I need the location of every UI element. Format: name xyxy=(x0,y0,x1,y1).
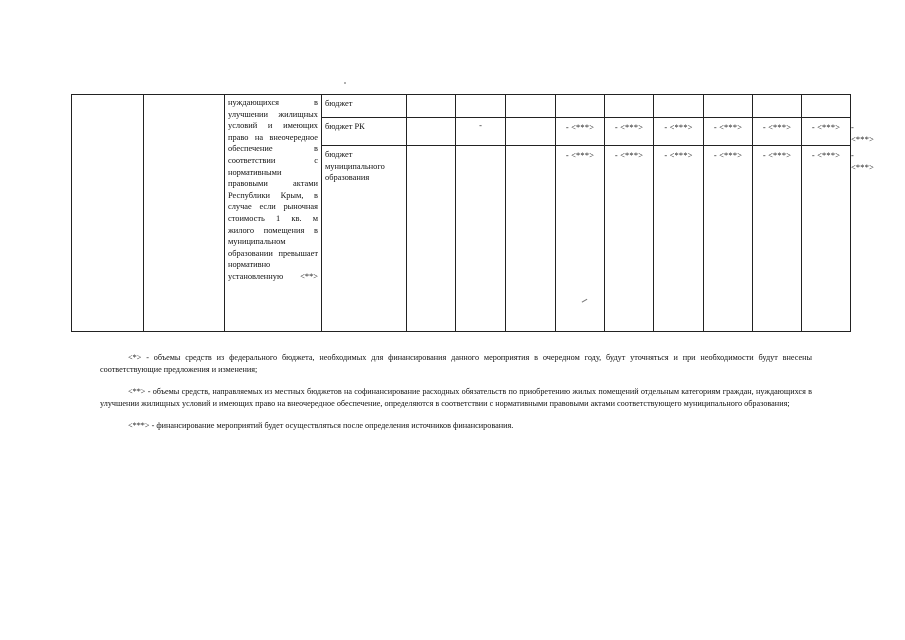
value-cell: - <***> xyxy=(753,118,802,146)
value-cell xyxy=(407,118,456,146)
funding-source-cell: бюджет РК xyxy=(322,118,407,146)
value-cell xyxy=(802,95,851,118)
value-cell xyxy=(704,95,753,118)
value-cell: - <***> xyxy=(802,146,851,332)
value-cell xyxy=(407,146,456,332)
value-cell xyxy=(654,95,704,118)
value-cell xyxy=(407,95,456,118)
footnote-local: <**> - объемы средств, направляемых из местных бюджетов на софинансирование расходных обязательств по приобретению жилых помещений отдельным категориям граждан, нуждающихся в улучшении жилищных условий и имеющих право на внеочередное обеспечение, определяются в соответствии с нормативными правовыми актами соответствующего муниципального образования; xyxy=(100,387,812,408)
value-cell: - <***> xyxy=(704,146,753,332)
table-row: бюджет муниципального образования - <***> - <***> - <***> - <***> - <***> - <***> - <***> xyxy=(72,146,851,332)
footnote-federal: <*> - объемы средств из федерального бюджета, необходимых для финансирования данного мероприятия в очередном году, будут уточняться и при необходимости будут внесены соответствующие предложения и изменения; xyxy=(100,353,812,374)
measure-description-cell xyxy=(225,95,322,332)
empty-cell xyxy=(144,95,225,332)
funding-table xyxy=(71,94,875,332)
value-cell: - <***> xyxy=(605,146,654,332)
value-cell xyxy=(506,146,556,332)
value-cell xyxy=(456,146,506,332)
value-cell: - xyxy=(456,118,506,146)
value-cell xyxy=(456,95,506,118)
value-cell: - <***> xyxy=(704,118,753,146)
table-row xyxy=(72,95,851,118)
value-cell: - <***> xyxy=(802,118,851,146)
scan-speck xyxy=(344,82,346,84)
empty-cell xyxy=(72,95,144,332)
value-cell: - <***> xyxy=(605,118,654,146)
value-cell xyxy=(605,95,654,118)
value-cell: - <***> xyxy=(654,118,704,146)
funding-source-cell: бюджет xyxy=(322,95,407,118)
value-cell: - <***> xyxy=(556,146,605,332)
value-cell: - <***> xyxy=(556,118,605,146)
funding-source-cell: бюджет муниципального образования xyxy=(322,146,407,332)
value-cell xyxy=(556,95,605,118)
value-cell xyxy=(753,95,802,118)
value-cell xyxy=(506,95,556,118)
value-cell: - <***> xyxy=(654,146,704,332)
measure-description: нуждающихся в улучшении жилищных условий и имеющих право на внеочередное обеспечение в соответствии с нормативными правовыми актами Республики Крым, в случае если рыночная стоимость 1 кв. м жилого помещения в муниципальном образовании превышает нормативно установленную <**> xyxy=(228,98,318,281)
value-cell: - <***> xyxy=(753,146,802,332)
table-row: бюджет РК - - <***> - <***> - <***> - <***> - <***> - <***> - <***> xyxy=(72,118,851,146)
footnote-sources: <***> - финансирование мероприятий будет осуществляться после определения источников финансирования. xyxy=(128,421,514,431)
value-cell xyxy=(506,118,556,146)
footnotes xyxy=(100,352,812,443)
